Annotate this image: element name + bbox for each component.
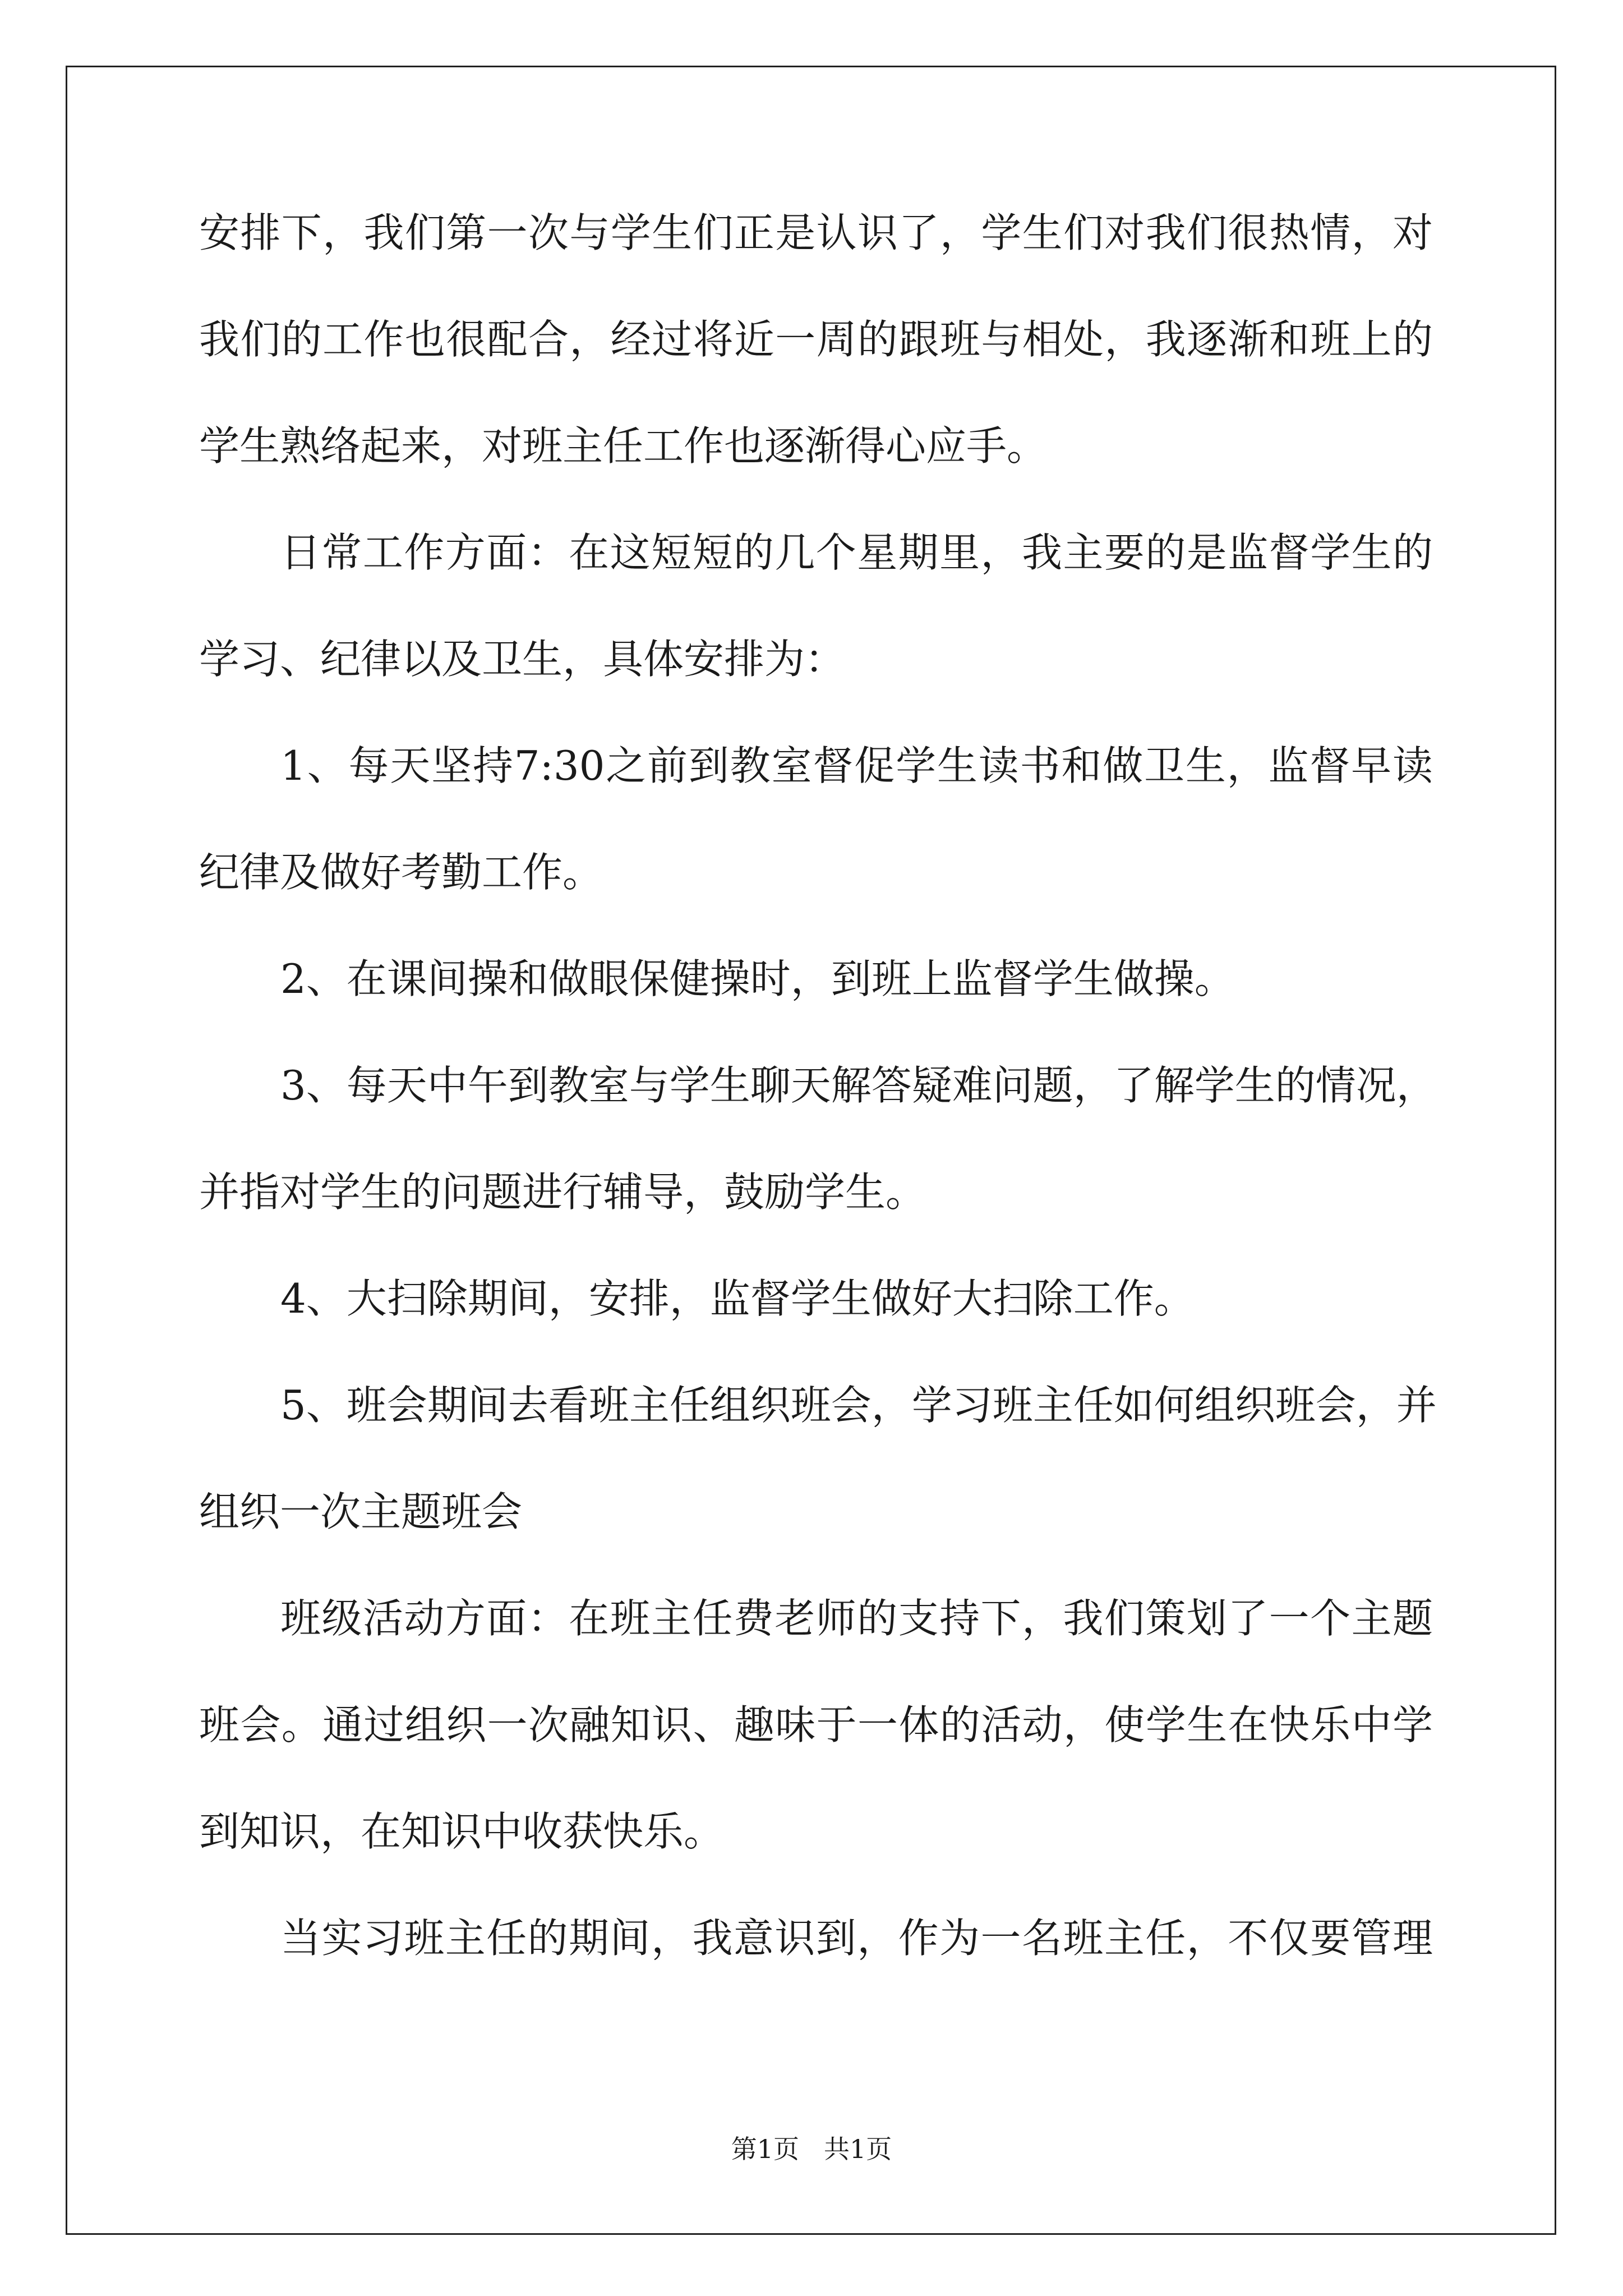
text-line-5: 学习、纪律以及卫生，具体安排为：: [199, 636, 846, 683]
text-line-15: 班会。通过组织一次融知识、趣味于一体的活动，使学生在快乐中学: [199, 1701, 1433, 1749]
text-line-8: 2、在课间操和做眼保健操时，到班上监督学生做操。: [280, 955, 1235, 1002]
footer-spacer: [799, 2134, 824, 2164]
page-number: 第1页: [731, 2134, 800, 2164]
text-line-9: 3、每天中午到教室与学生聊天解答疑难问题，了解学生的情况，: [280, 1062, 1437, 1109]
text-line-11: 4、大扫除期间，安排，监督学生做好大扫除工作。: [280, 1275, 1195, 1322]
text-line-6: 1、每天坚持7:30之前到教室督促学生读书和做卫生，监督早读: [280, 742, 1433, 789]
text-line-17: 当实习班主任的期间，我意识到，作为一名班主任，不仅要管理: [280, 1915, 1433, 1962]
text-line-4: 日常工作方面：在这短短的几个星期里，我主要的是监督学生的: [280, 529, 1433, 576]
text-line-2: 我们的工作也很配合，经过将近一周的跟班与相处，我逐渐和班上的: [199, 316, 1433, 363]
text-line-3: 学生熟络起来，对班主任工作也逐渐得心应手。: [199, 422, 1048, 470]
text-line-16: 到知识，在知识中收获快乐。: [199, 1808, 725, 1855]
text-line-10: 并指对学生的问题进行辅导，鼓励学生。: [199, 1168, 926, 1216]
page-footer: [0, 2129, 1623, 2166]
text-line-14: 班级活动方面：在班主任费老师的支持下，我们策划了一个主题: [280, 1595, 1433, 1642]
text-line-12: 5、班会期间去看班主任组织班会，学习班主任如何组织班会，并: [280, 1382, 1437, 1429]
text-line-7: 纪律及做好考勤工作。: [199, 849, 603, 896]
text-line-1: 安排下，我们第一次与学生们正是认识了，学生们对我们很热情，对: [199, 209, 1433, 256]
total-pages: 共1页: [823, 2134, 892, 2164]
text-line-13: 组织一次主题班会: [199, 1488, 523, 1535]
